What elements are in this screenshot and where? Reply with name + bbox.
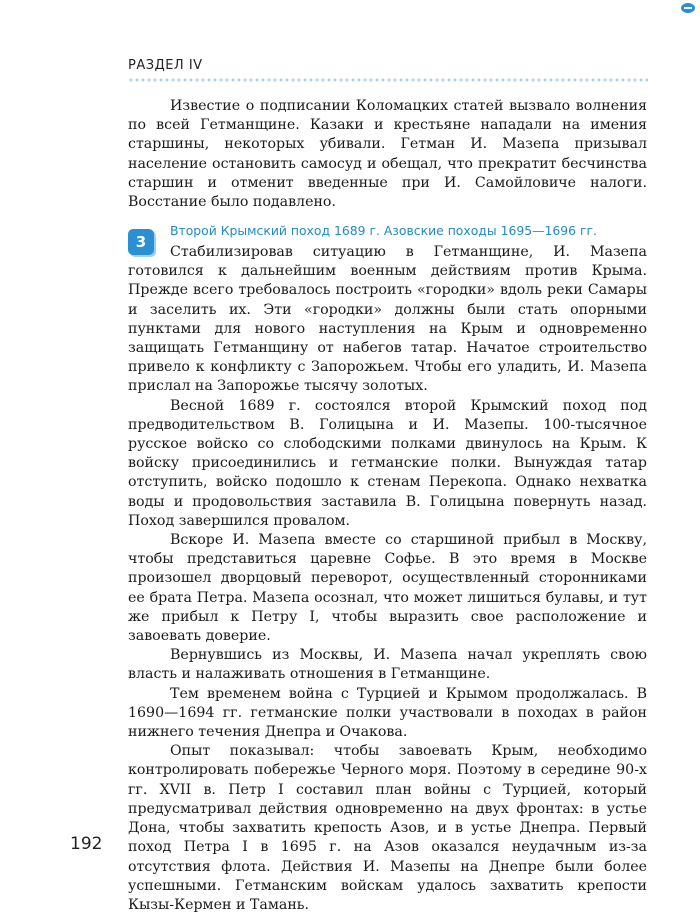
paragraph: Вскоре И. Мазепа вместе со старшиной прибыл в Москву, чтобы представиться царевне Софье. В это время в Москве произошел дворцовый переворот, осуществленный сторонниками ее брата Петра. Мазепа осознал, что может лишиться булавы, и тут же прибыл к Петру I, чтобы выразить свое расположение и завоевать доверие.: [128, 532, 647, 645]
section-number-badge: 3: [128, 229, 154, 255]
intro-paragraph: Известие о подписании Коломацких статей вызвало волнения по всей Гетманщине. Казаки и крестьяне нападали на имения старшины, некоторых убивали. Гетман И. Мазепа призывал население остановить самосуд и обещал, что прекратит бесчинства старшин и отменит введенные при И. Самойловиче налоги. Восстание было подавлено.: [128, 98, 647, 211]
paragraph: Тем временем война с Турцией и Крымом продолжалась. В 1690—1694 гг. гетманские полки участвовали в походах в район нижнего течения Днепра и Очакова.: [128, 685, 647, 741]
paragraph: Вернувшись из Москвы, И. Мазепа начал укреплять свою власть и налаживать отношения в Гетманщине.: [128, 647, 647, 683]
dotted-divider: [128, 78, 648, 82]
section-label: РАЗДЕЛ IV: [128, 58, 203, 73]
section-heading: Второй Крымский поход 1689 г. Азовские походы 1695—1696 гг.: [170, 223, 597, 238]
section-body: [128, 243, 647, 915]
paragraph: Опыт показывал: чтобы завоевать Крым, необходимо контролировать побережье Черного моря. Поэтому в середине 90-х гг. XVII в. Петр I составил план войны с Турцией, который предусматривал действия одновременно на двух фронтах: в устье Дона, чтобы захватить крепость Азов, и в устье Днепра. Первый поход Петра I в 1695 г. на Азов оказался неудачным из-за отсутствия флота. Действия И. Мазепы на Днепре были более успешными. Гетманским войскам удалось захватить крепости Кызы-Кермен и Тамань.: [128, 743, 647, 913]
publisher-logo-icon: [680, 2, 696, 14]
paragraph: Стабилизировав ситуацию в Гетманщине, И. Мазепа готовился к дальнейшим военным действиям против Крыма. Прежде всего требовалось построить «городки» вдоль реки Самары и заселить их. Эти «городки» должны были стать опорными пунктами для нового наступления на Крым и одновременно защищать Гетманщину от набегов татар. Начатое строительство привело к конфликту с Запорожьем. Чтобы его уладить, И. Мазепа прислал на Запорожье тысячу золотых.: [128, 244, 647, 395]
page-number: 192: [70, 834, 103, 854]
paragraph: Весной 1689 г. состоялся второй Крымский поход под предводительством В. Голицына и И. Мазепы. 100-тысячное русское войско со слободскими полками двинулось на Крым. К войску присоединились и гетманские полки. Вынуждая татар отступить, войско подошло к стенам Перекопа. Однако нехватка воды и продовольствия заставила В. Голицына повернуть назад. Поход завершился провалом.: [128, 397, 647, 529]
intro-text-block: [128, 97, 647, 212]
